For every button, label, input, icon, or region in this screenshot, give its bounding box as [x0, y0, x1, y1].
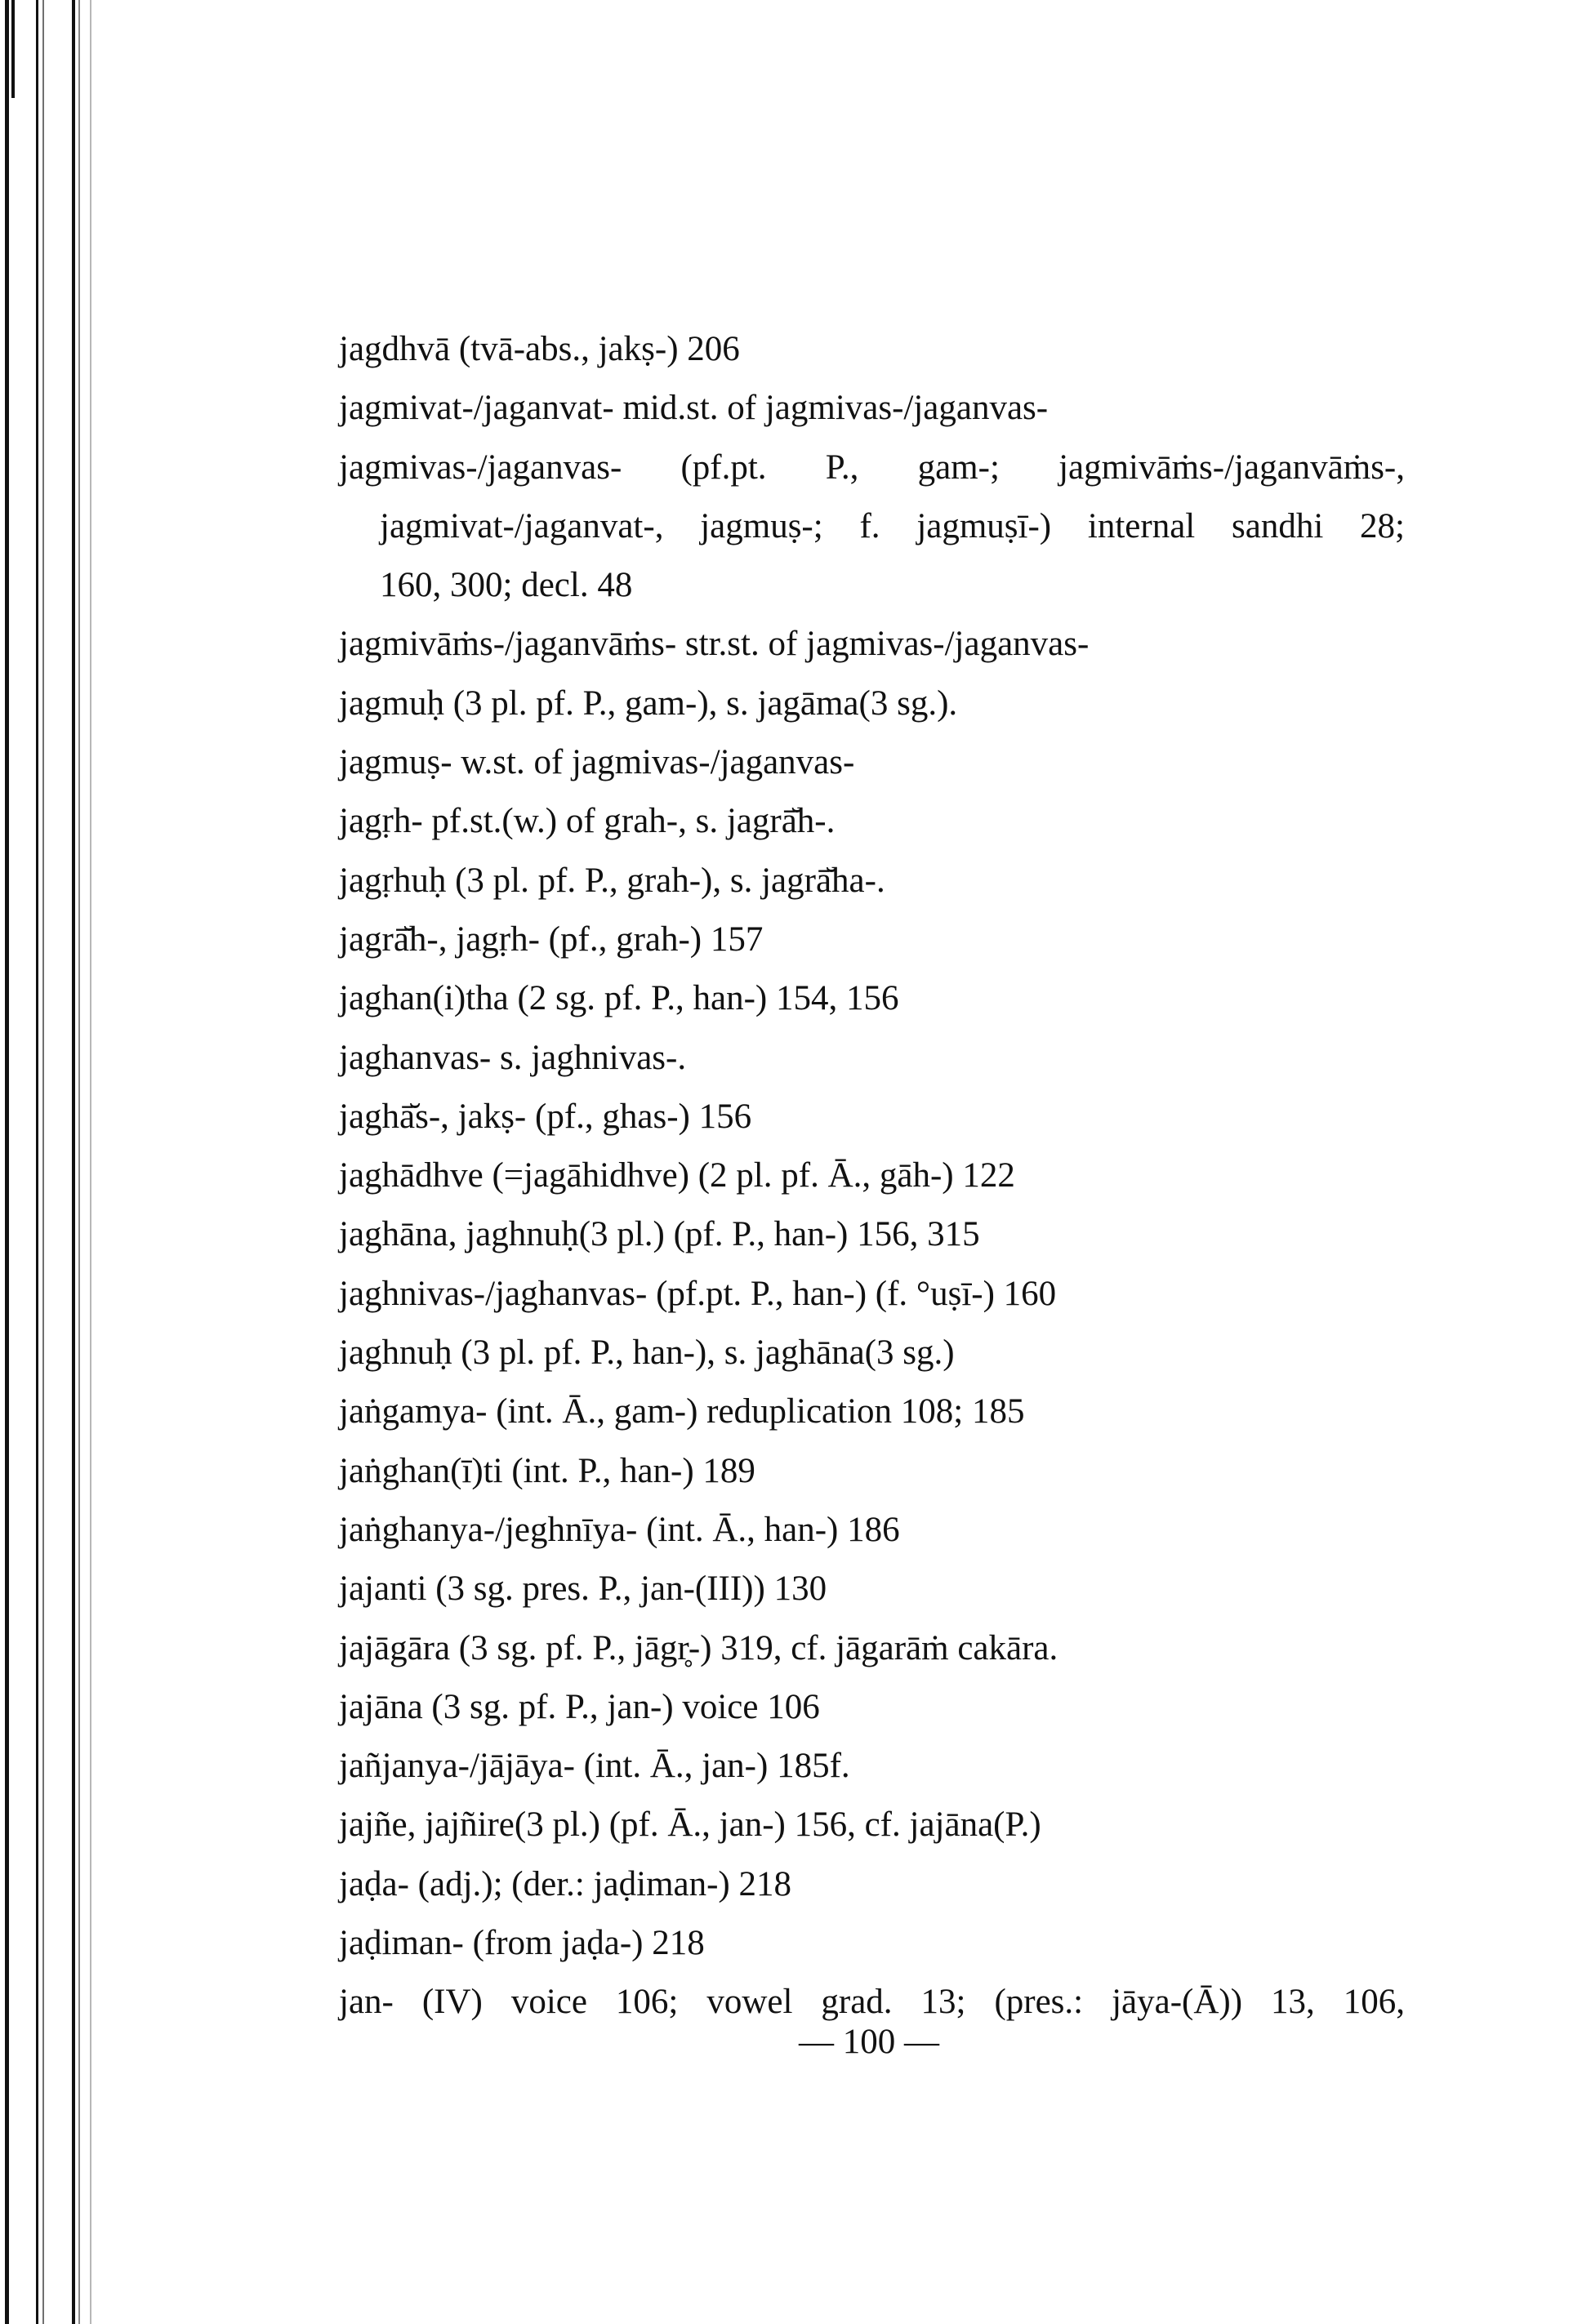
index-entry: jagṛh- pf.st.(w.) of grah-, s. jagrā̆h-. — [339, 802, 836, 841]
index-entry: jaṅghan(ī)ti (int. P., han-) 189 — [339, 1451, 755, 1490]
page-number: — 100 — — [799, 2023, 939, 2061]
index-entry: jagmivas-/jaganvas- (pf.pt. P., gam-; jagmivāṁs-/jaganvāṁs-, — [339, 447, 1405, 487]
index-entry: jaghāna, jaghnuḥ(3 pl.) (pf. P., han-) 156, 315 — [339, 1215, 980, 1254]
index-entry: jagmuṣ- w.st. of jagmivas-/jaganvas- — [339, 743, 855, 782]
index-entry: jan- (IV) voice 106; vowel grad. 13; (pres.: jāya-(Ā)) 13, 106, — [339, 1983, 1405, 2022]
index-entry: jajāna (3 sg. pf. P., jan-) voice 106 — [339, 1687, 820, 1726]
scan-binding-edge — [0, 0, 106, 2324]
index-entry: jaghnuḥ (3 pl. pf. P., han-), s. jaghāna(3 sg.) — [339, 1333, 955, 1373]
index-entry: jagmuḥ (3 pl. pf. P., gam-), s. jagāma(3 sg.). — [339, 683, 958, 723]
index-entry-continuation: 160, 300; decl. 48 — [380, 566, 633, 605]
index-entry: jajñe, jajñire(3 pl.) (pf. Ā., jan-) 156, cf. jajāna(P.) — [339, 1805, 1041, 1845]
index-entry: jagṛhuḥ (3 pl. pf. P., grah-), s. jagrā̆ha-. — [339, 861, 885, 900]
index-entries — [339, 320, 1405, 2032]
index-entry: jaḍiman- (from jaḍa-) 218 — [339, 1924, 705, 1963]
index-entry-continuation: jagmivat-/jaganvat-, jagmuṣ-; f. jagmuṣī-) internal sandhi 28; — [380, 506, 1405, 545]
index-entry: jagdhvā (tvā-abs., jakṣ-) 206 — [339, 330, 740, 368]
index-entry: jaghā̆s-, jakṣ- (pf., ghas-) 156 — [339, 1097, 752, 1136]
index-entry: jaḍa- (adj.); (der.: jaḍiman-) 218 — [339, 1864, 792, 1903]
index-entry: jagmivāṁs-/jaganvāṁs- str.st. of jagmivas-/jaganvas- — [339, 625, 1090, 664]
index-entry: jagrā̆h-, jagṛh- (pf., grah-) 157 — [339, 919, 764, 959]
index-entry: jaghan(i)tha (2 sg. pf. P., han-) 154, 156 — [339, 979, 899, 1018]
index-entry: jaṅgamya- (int. Ā., gam-) reduplication 108; 185 — [339, 1392, 1025, 1431]
index-entry: jaghnivas-/jaghanvas- (pf.pt. P., han-) (f. °uṣī-) 160 — [339, 1274, 1057, 1313]
index-entry: jaghanvas- s. jaghnivas-. — [339, 1038, 687, 1077]
index-entry: jagmivat-/jaganvat- mid.st. of jagmivas-/jaganvas- — [339, 389, 1049, 428]
index-entry: jañjanya-/jājāya- (int. Ā., jan-) 185f. — [339, 1747, 850, 1786]
index-entry: jaṅghanya-/jeghnīya- (int. Ā., han-) 186 — [339, 1510, 900, 1549]
index-entry: jajanti (3 sg. pres. P., jan-(III)) 130 — [339, 1569, 827, 1609]
index-entry: jaghādhve (=jagāhidhve) (2 pl. pf. Ā., gāh-) 122 — [339, 1156, 1015, 1195]
index-entry: jajāgāra (3 sg. pf. P., jāgr̥-) 319, cf. jāgarāṁ cakāra. — [339, 1628, 1058, 1667]
